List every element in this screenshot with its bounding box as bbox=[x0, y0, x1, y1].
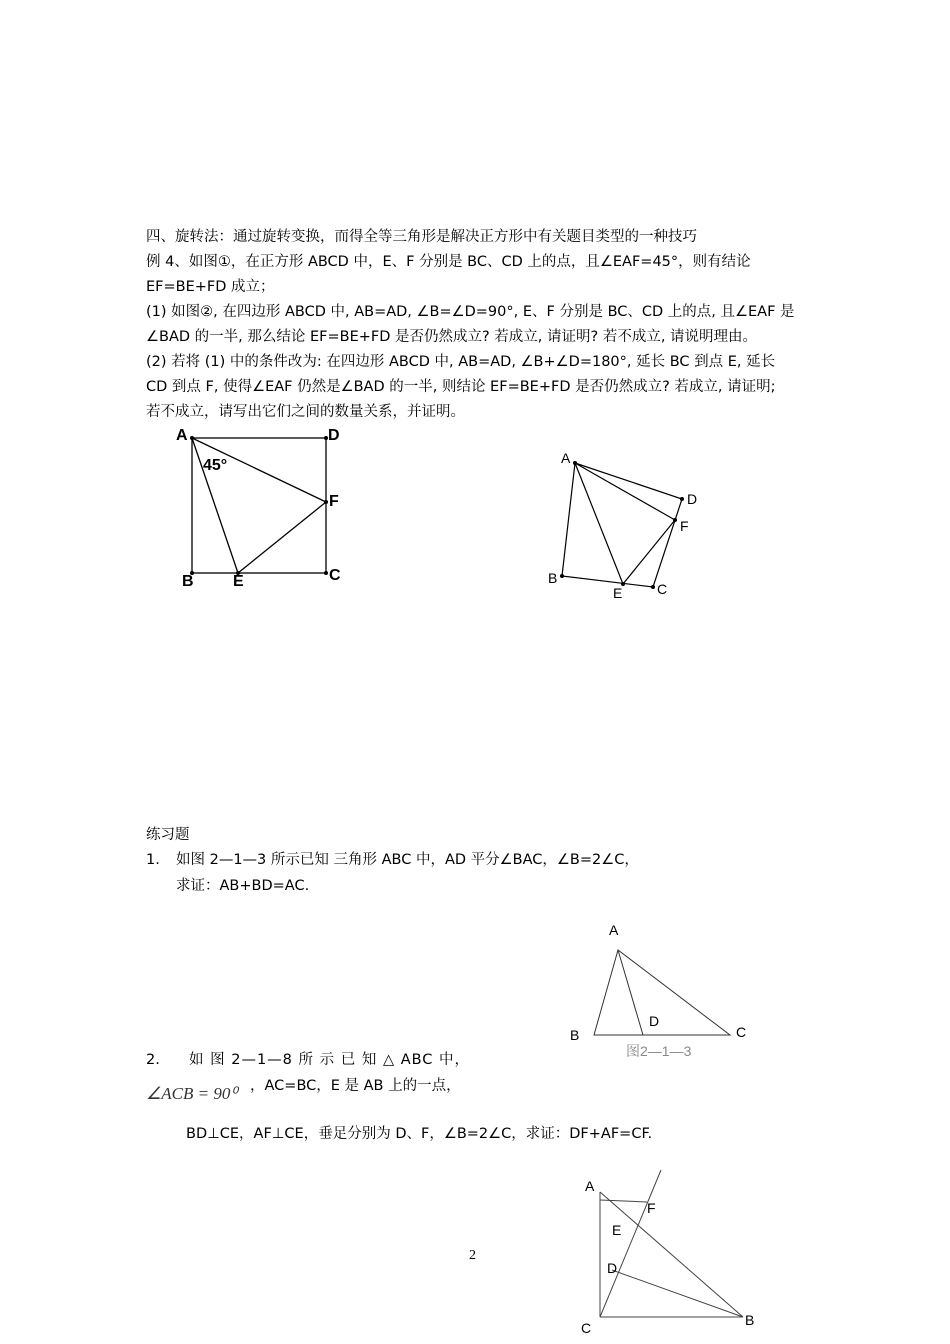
practice-2-text-2: ，AC=BC，E 是 AB 上的一点， bbox=[250, 1078, 461, 1094]
question-2-line-2: CD 到点 F, 使得∠EAF 仍然是∠BAD 的一半, 则结论 EF=BE+FD 是否仍然成立? 若成立, 请证明; bbox=[146, 379, 776, 395]
segment-ab bbox=[600, 1192, 743, 1317]
practice-2-text-3: BD⊥CE，AF⊥CE，垂足分别为 D、F，∠B=2∠C，求证：DF+AF=CF. bbox=[186, 1126, 653, 1142]
example-line-2: EF=BE+FD 成立； bbox=[146, 279, 275, 295]
figure-quadrilateral-abcd bbox=[540, 445, 720, 605]
label-a: A bbox=[609, 922, 619, 938]
figure-square-abcd bbox=[170, 420, 360, 600]
label-d: D bbox=[649, 1013, 660, 1029]
practice-1-number: 1. bbox=[146, 852, 160, 868]
label-e: E bbox=[613, 585, 623, 601]
label-a: A bbox=[176, 427, 188, 444]
segment-ce-extended bbox=[600, 1170, 661, 1317]
question-1-line-2: ∠BAD 的一半, 那么结论 EF=BE+FD 是否仍然成立? 若成立, 请证明? 若不成立, 请说明理由。 bbox=[146, 329, 758, 345]
label-c: C bbox=[581, 1320, 592, 1336]
point-a bbox=[573, 461, 577, 465]
label-b: B bbox=[745, 1312, 755, 1328]
practice-2-text: 如 图 2—1—8 所 示 已 知 △ ABC 中， bbox=[189, 1052, 471, 1068]
label-b: B bbox=[548, 570, 558, 586]
practice-1-proof: 求证：AB+BD=AC. bbox=[176, 878, 310, 894]
label-f: F bbox=[647, 1200, 656, 1216]
segment-ae bbox=[575, 463, 623, 584]
figure-right-triangle bbox=[575, 1165, 775, 1344]
page-number: 2 bbox=[469, 1248, 476, 1263]
question-1-line-1: (1) 如图②, 在四边形 ABCD 中, AB=AD, ∠B=∠D=90°, E、F 分别是 BC、CD 上的点, 且∠EAF 是 bbox=[146, 304, 795, 320]
question-2-line-1: (2) 若将 (1) 中的条件改为: 在四边形 ABCD 中, AB=AD, ∠B+∠D=180°, 延长 BC 到点 E, 延长 bbox=[146, 354, 776, 370]
figure-caption: 图2—1—3 bbox=[626, 1043, 692, 1059]
practice-1-text: 如图 2—1—3 所示已知 三角形 ABC 中，AD 平分∠BAC，∠B=2∠C， bbox=[176, 852, 639, 868]
point-f bbox=[673, 518, 677, 522]
label-f: F bbox=[329, 493, 339, 510]
label-f: F bbox=[680, 518, 689, 534]
practice-2-formula: ∠ACB = 90⁰ bbox=[146, 1084, 238, 1103]
segment-ef bbox=[238, 502, 326, 573]
triangle-outline bbox=[594, 950, 730, 1035]
point-f bbox=[324, 500, 328, 504]
figure-triangle-bisector bbox=[560, 915, 760, 1059]
practice-title: 练习题 bbox=[146, 827, 190, 843]
section-heading: 四、旋转法：通过旋转变换，而得全等三角形是解决正方形中有关题目类型的一种技巧 bbox=[146, 229, 697, 245]
label-c: C bbox=[657, 581, 668, 597]
label-e: E bbox=[612, 1222, 622, 1238]
segment-ef bbox=[623, 520, 675, 584]
label-a: A bbox=[561, 450, 571, 466]
label-b: B bbox=[182, 573, 194, 590]
label-b: B bbox=[570, 1027, 580, 1043]
point-a bbox=[190, 436, 194, 440]
segment-af bbox=[600, 1200, 647, 1202]
question-2-line-3: 若不成立，请写出它们之间的数量关系，并证明。 bbox=[146, 404, 465, 420]
label-d: D bbox=[687, 491, 698, 507]
quadrilateral-outline bbox=[562, 463, 682, 587]
practice-2-number: 2. bbox=[146, 1052, 160, 1068]
example-line-1: 例 4、如图①，在正方形 ABCD 中，E、F 分别是 BC、CD 上的点，且∠EAF=45°，则有结论 bbox=[146, 254, 751, 270]
label-a: A bbox=[585, 1178, 595, 1194]
label-c: C bbox=[736, 1024, 747, 1040]
label-d: D bbox=[607, 1260, 618, 1276]
label-d: D bbox=[328, 427, 340, 444]
label-c: C bbox=[329, 567, 341, 584]
point-c bbox=[324, 571, 328, 575]
segment-ad bbox=[618, 950, 643, 1035]
point-c bbox=[651, 585, 655, 589]
label-e: E bbox=[233, 573, 244, 590]
angle-label: 45° bbox=[203, 457, 228, 474]
point-d bbox=[680, 497, 684, 501]
segment-bd bbox=[612, 1270, 743, 1317]
point-b bbox=[560, 574, 564, 578]
